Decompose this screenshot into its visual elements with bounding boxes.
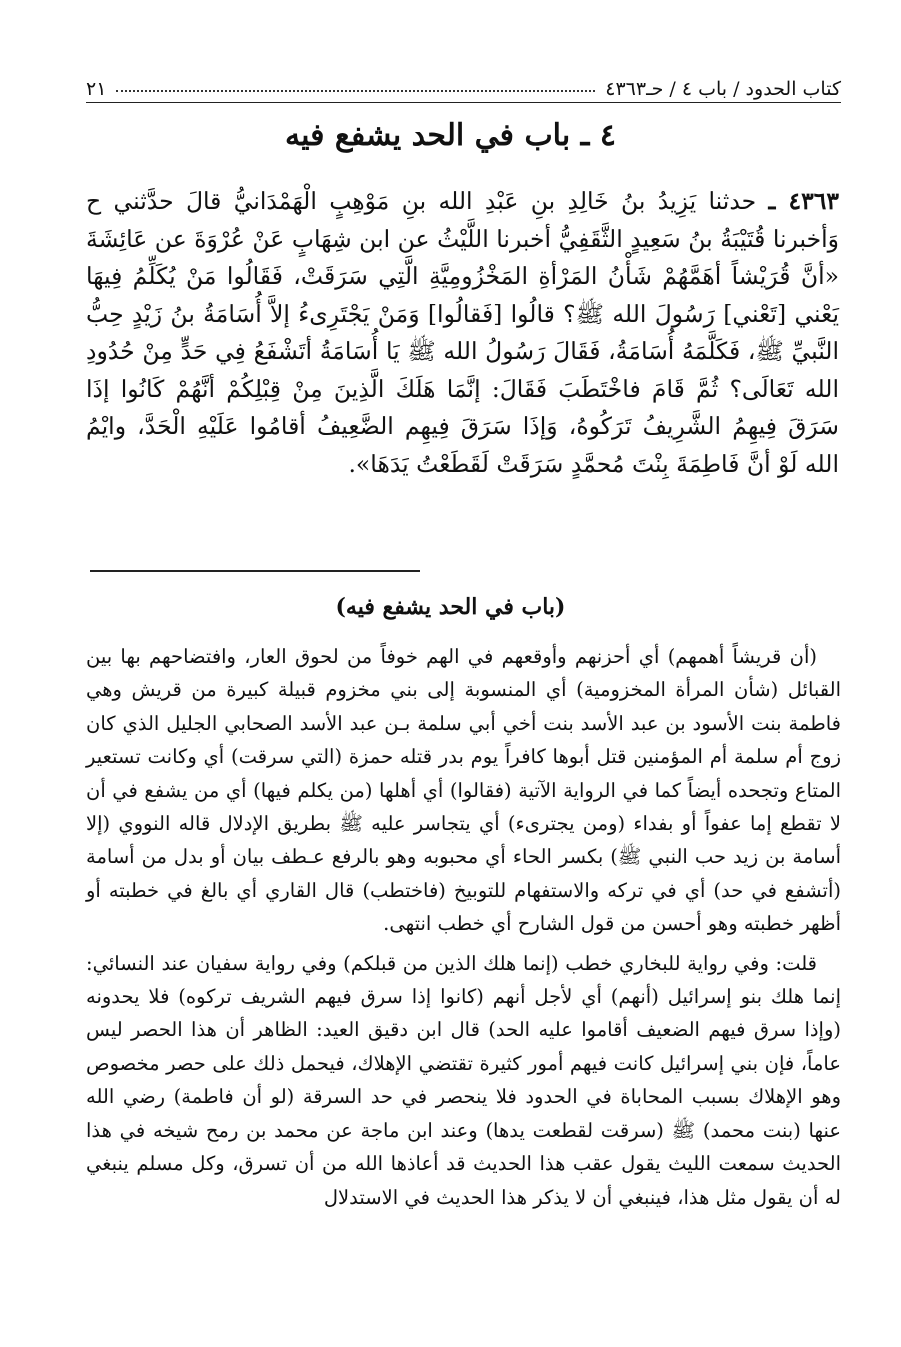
page-header xyxy=(86,66,841,100)
hadith-text: حدثنا يَزِيدُ بنُ خَالِدِ بنِ عَبْدِ الله بنِ مَوْهِبٍ الْهَمْدَانيُّ قالَ حدَّثني ح وَأخبرنا قُتَيْبَةُ بنُ سَعِيدٍ الثَّقَفِيُّ أخبرنا اللَّيْثُ عن ابن شِهَابٍ عَنْ عُرْوَةَ عن عَائِشَةَ «أنَّ قُرَيْشاً أهَمَّهُمْ شَأْنُ المَرْأةِ المَخْزُومِيَّةِ الَّتِي سَرَقَتْ، فَقَالُوا مَنْ يُكَلِّمُ فِيهَا يَعْني [تَعْني] رَسُولَ الله ﷺ؟ قالُوا [فَقالُوا] وَمَنْ يَجْتَرِىءُ إلاَّ أُسَامَةُ بنُ زَيْدٍ حِبُّ النَّبيِّ ﷺ، فَكَلَّمَهُ أُسَامَةُ، فَقَالَ رَسُولُ الله ﷺ يَا أُسَامَةُ أتَشْفَعُ فِي حَدٍّ مِنْ حُدُودِ الله تَعَالَى؟ ثُمَّ قَامَ فاخْتَطَبَ فَقَالَ: إنَّمَا هَلَكَ الَّذِينَ مِنْ قِبْلِكُمْ أنَّهُمْ كَانُوا إذَا سَرَقَ فِيهِمُ الشَّرِيفُ تَرَكُوهُ، وَإذَا سَرَقَ فِيهِم الضَّعِيفُ أقامُوا عَلَيْهِ الْحَدَّ، وايْمُ الله لَوْ أنَّ فَاطِمَةَ بِنْتَ مُحمَّدٍ سَرَقَتْ لَقَطَعْتُ يَدَهَا». xyxy=(86,187,839,478)
commentary-body xyxy=(86,640,841,1220)
chapter-title: ٤ ـ باب في الحد يشفع فيه xyxy=(285,118,616,153)
hadith-number: ٤٣٦٣ ـ xyxy=(768,187,839,215)
leader-dots xyxy=(116,90,595,92)
hadith-text-block xyxy=(86,183,839,483)
running-title: كتاب الحدود / باب ٤ / حـ٤٣٦٣ xyxy=(605,78,841,100)
header-rule xyxy=(86,102,841,103)
commentary-paragraph: قلت: وفي رواية للبخاري خطب (إنما هلك الذين من قبلكم) وفي رواية سفيان عند النسائي: إنما هلك بنو إسرائيل (أنهم) أي لأجل أنهم (كانوا إذا سرق فيهم الشريف تركوه) فلا يحدونه (وإذا سرق فيهم الضعيف أقاموا عليه الحد) قال ابن دقيق العيد: الظاهر أن هذا الحصر ليس عاماً، فإن بني إسرائيل كانت فيهم أمور كثيرة تقتضي الإهلاك، فيحمل ذلك على حصر مخصوص وهو الإهلاك بسبب المحاباة في الحدود فلا ينحصر في حد السرقة (لو أن فاطمة) رضي الله عنها (بنت محمد) ﷺ (سرقت لقطعت يدها) وعند ابن ماجة عن محمد بن رمح شيخه في هذا الحديث سمعت الليث يقول عقب هذا الحديث قد أعاذها الله من أن تسرق، وكل مسلم ينبغي له أن يقول مثل هذا، فينبغي أن لا يذكر هذا الحديث في الاستدلال xyxy=(86,951,841,1209)
commentary-title: (باب في الحد يشفع فيه) xyxy=(335,594,566,620)
commentary-paragraph: (أن قريشاً أهمهم) أي أحزنهم وأوقعهم في الهم خوفاً من لحوق العار، وافتضاحهم بها بين القبائل (شأن المرأة المخزومية) أي المنسوبة إلى بني مخزوم قبيلة كبيرة من قريش وهي فاطمة بنت الأسود بن عبد الأسد بنت أخي أبي سلمة بـن عبد الأسد الصحابي الجليل الذي كان زوج أم سلمة أم المؤمنين قتل أبوها كافراً يوم بدر قتله حمزة (التي سرقت) أي وكانت تستعير المتاع وتجحده أيضاً كما في الرواية الآتية (فقالوا) أي أهلها (من يكلم فيها) أي من يشفع في أن لا تقطع إما عفواً أو بفداء (ومن يجترىء) أي يتجاسر عليه ﷺ بطريق الإدلال قاله النووي (إلا أسامة بن زيد حب النبي ﷺ) بكسر الحاء أي محبوبه وهو بالرفع عـطف بيان أو بدل من أسامة (أتشفع في حد) أي في تركه والاستفهام للتوبيخ (فاختطب) قال القاري أي بالغ في خطبته أو أظهر خطبته وهو أحسن من قول الشارح أي خطب انتهى. xyxy=(86,645,841,936)
footnote-separator xyxy=(90,570,420,572)
page-number: ٢١ xyxy=(86,78,107,100)
